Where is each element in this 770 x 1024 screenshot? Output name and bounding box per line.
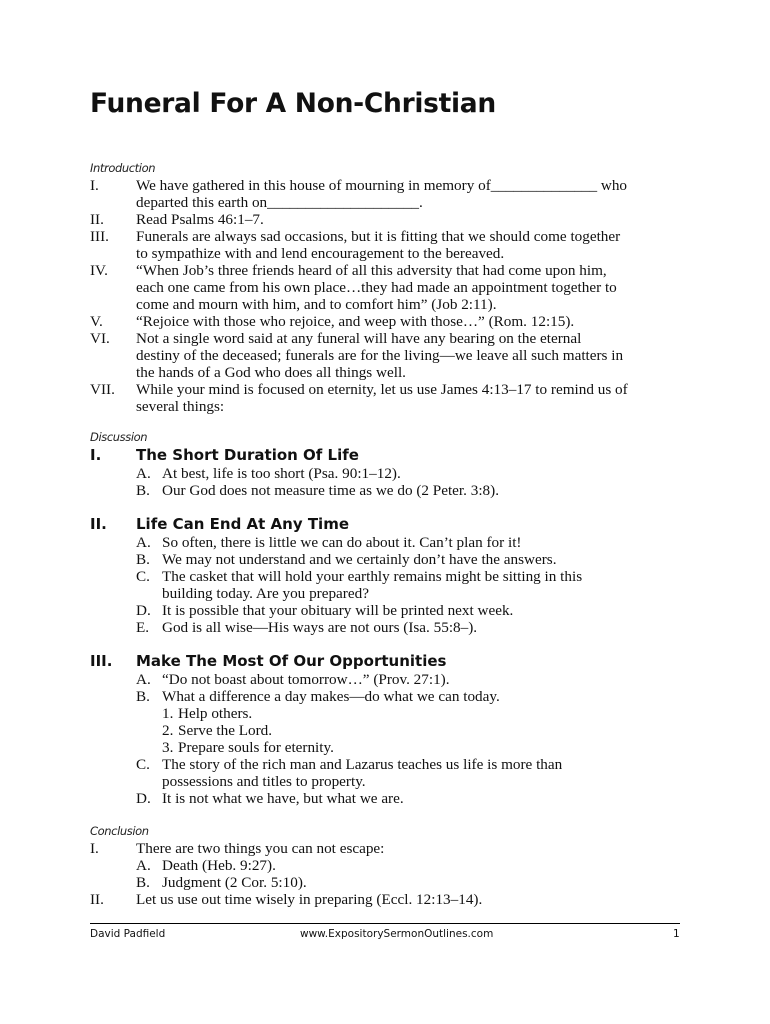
sub-point xyxy=(136,790,690,807)
discussion-point xyxy=(90,652,690,807)
intro-item-line: While your mind is focused on eternity, let us use James 4:13–17 to remind us of xyxy=(136,381,628,398)
sub-point xyxy=(136,482,690,499)
sub-point-text: It is possible that your obituary will be printed next week. xyxy=(162,602,514,619)
introduction-label: Introduction xyxy=(90,161,156,175)
numbered-item-number: 1. xyxy=(162,705,174,722)
numbered-item xyxy=(162,722,690,739)
intro-item-number: III. xyxy=(90,228,109,245)
discussion-label: Discussion xyxy=(90,430,148,444)
point-number: I. xyxy=(90,446,102,464)
point-heading xyxy=(90,652,690,671)
sub-point-letter: C. xyxy=(136,568,150,585)
intro-item xyxy=(90,381,690,415)
sub-point xyxy=(136,602,690,619)
point-heading xyxy=(90,446,690,465)
point-heading xyxy=(90,515,690,534)
footer-page-number: 1 xyxy=(673,928,680,940)
intro-item xyxy=(90,330,690,381)
footer-author: David Padfield xyxy=(90,928,166,940)
sub-point xyxy=(136,688,690,705)
intro-item-number: IV. xyxy=(90,262,108,279)
sub-point xyxy=(136,756,690,790)
intro-item-number: VII. xyxy=(90,381,115,398)
sub-point-text: God is all wise—His ways are not ours (Isa. 55:8–). xyxy=(162,619,478,636)
sub-point-text: We may not understand and we certainly don’t have the answers. xyxy=(162,551,557,568)
intro-item-line: We have gathered in this house of mourning in memory of______________ who xyxy=(136,177,628,194)
intro-item-line: each one came from his own place…they had made an appointment together to xyxy=(136,279,617,296)
sub-point xyxy=(136,465,690,482)
sub-point-text: At best, life is too short (Psa. 90:1–12). xyxy=(162,465,401,482)
intro-item-line: departed this earth on____________________. xyxy=(136,194,423,211)
sub-point-text: possessions and titles to property. xyxy=(162,773,366,790)
conclusion-list xyxy=(90,840,690,908)
sub-point-text: So often, there is little we can do about it. Can’t plan for it! xyxy=(162,534,522,551)
sub-point-letter: B. xyxy=(136,874,150,891)
footer-divider xyxy=(90,923,680,924)
numbered-item-number: 3. xyxy=(162,739,174,756)
point-number: II. xyxy=(90,515,107,533)
intro-item xyxy=(90,262,690,313)
numbered-item-text: Help others. xyxy=(178,705,253,722)
intro-item-line: Read Psalms 46:1–7. xyxy=(136,211,264,228)
sub-point xyxy=(136,619,690,636)
intro-item xyxy=(90,177,690,211)
sub-point-text: The casket that will hold your earthly remains might be sitting in this xyxy=(162,568,583,585)
numbered-item-number: 2. xyxy=(162,722,174,739)
intro-item-line: the hands of a God who does all things well. xyxy=(136,364,406,381)
numbered-item xyxy=(162,739,690,756)
intro-item xyxy=(90,228,690,262)
sub-point-letter: D. xyxy=(136,790,151,807)
intro-item-number: I. xyxy=(90,177,99,194)
intro-item-number: VI. xyxy=(90,330,110,347)
intro-item-line: destiny of the deceased; funerals are for the living—we leave all such matters in xyxy=(136,347,624,364)
sub-point xyxy=(136,857,690,874)
sub-point xyxy=(136,568,690,602)
numbered-item-text: Serve the Lord. xyxy=(178,722,273,739)
conclusion-item-number: II. xyxy=(90,891,104,908)
sub-point-letter: D. xyxy=(136,602,151,619)
point-heading-text: Make The Most Of Our Opportunities xyxy=(136,652,447,670)
page-title: Funeral For A Non-Christian xyxy=(90,88,496,119)
conclusion-item-text: There are two things you can not escape: xyxy=(136,840,385,857)
sub-point-letter: B. xyxy=(136,551,150,568)
sub-point-letter: B. xyxy=(136,482,150,499)
sub-point-text: The story of the rich man and Lazarus teaches us life is more than xyxy=(162,756,563,773)
sub-point-text: Judgment (2 Cor. 5:10). xyxy=(162,874,307,891)
sub-point-text: building today. Are you prepared? xyxy=(162,585,369,602)
intro-item-line: to sympathize with and lend encouragement to the bereaved. xyxy=(136,245,505,262)
sub-point-text: “Do not boast about tomorrow…” (Prov. 27:1). xyxy=(162,671,450,688)
sub-point-text: Death (Heb. 9:27). xyxy=(162,857,276,874)
intro-item-number: II. xyxy=(90,211,104,228)
footer-website: www.ExpositorySermonOutlines.com xyxy=(300,928,494,940)
intro-item-line: “Rejoice with those who rejoice, and weep with those…” (Rom. 12:15). xyxy=(136,313,575,330)
sub-point xyxy=(136,551,690,568)
sub-point-letter: A. xyxy=(136,857,151,874)
sub-point-letter: A. xyxy=(136,534,151,551)
sub-point-letter: A. xyxy=(136,671,151,688)
conclusion-item xyxy=(90,891,690,908)
numbered-item xyxy=(162,705,690,722)
sub-point xyxy=(136,671,690,688)
intro-item-line: Funerals are always sad occasions, but it is fitting that we should come together xyxy=(136,228,621,245)
sub-point-letter: C. xyxy=(136,756,150,773)
point-heading-text: Life Can End At Any Time xyxy=(136,515,350,533)
sub-point-letter: A. xyxy=(136,465,151,482)
conclusion-item-text: Let us use out time wisely in preparing (Eccl. 12:13–14). xyxy=(136,891,483,908)
discussion-point xyxy=(90,446,690,499)
intro-item-line: come and mourn with him, and to comfort him” (Job 2:11). xyxy=(136,296,497,313)
conclusion-label: Conclusion xyxy=(90,824,149,838)
intro-item xyxy=(90,211,690,228)
introduction-list xyxy=(90,177,690,415)
conclusion-item-number: I. xyxy=(90,840,99,857)
sub-point-letter: E. xyxy=(136,619,150,636)
intro-item-number: V. xyxy=(90,313,103,330)
numbered-item-text: Prepare souls for eternity. xyxy=(178,739,334,756)
conclusion-item xyxy=(90,840,690,857)
point-number: III. xyxy=(90,652,113,670)
sub-point-text: It is not what we have, but what we are. xyxy=(162,790,404,807)
intro-item-line: “When Job’s three friends heard of all this adversity that had come upon him, xyxy=(136,262,607,279)
sub-point-text: What a difference a day makes—do what we can today. xyxy=(162,688,500,705)
intro-item-line: several things: xyxy=(136,398,225,415)
intro-item-line: Not a single word said at any funeral will have any bearing on the eternal xyxy=(136,330,582,347)
intro-item xyxy=(90,313,690,330)
sub-point xyxy=(136,534,690,551)
sub-point-letter: B. xyxy=(136,688,150,705)
sub-point-text: Our God does not measure time as we do (2 Peter. 3:8). xyxy=(162,482,500,499)
sub-point xyxy=(136,874,690,891)
point-heading-text: The Short Duration Of Life xyxy=(136,446,359,464)
discussion-point xyxy=(90,515,690,636)
